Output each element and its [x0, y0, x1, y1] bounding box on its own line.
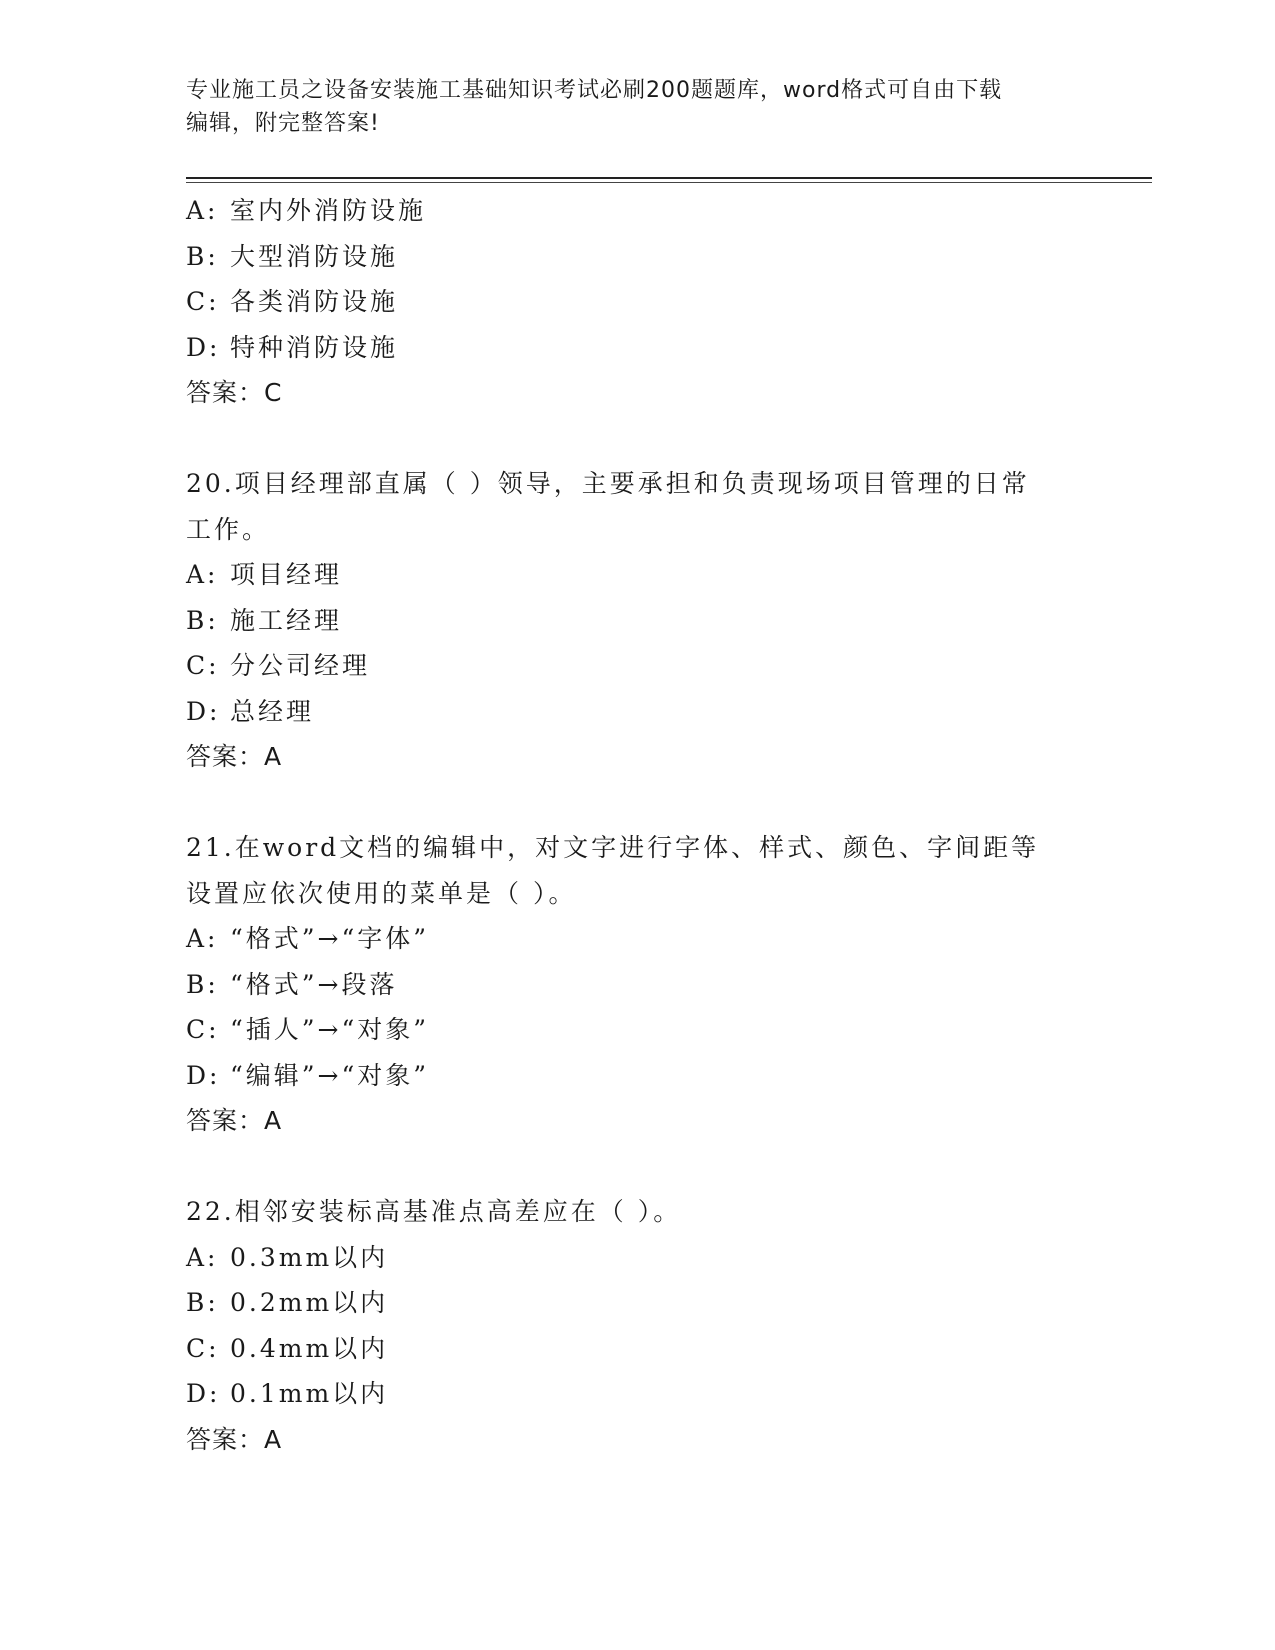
option-b: B: 施工经理 — [186, 605, 343, 635]
question-22-block — [186, 1189, 1086, 1462]
header-title-line-2: 编辑，附完整答案! — [186, 111, 380, 136]
question-stem: 20.项目经理部直属（ ）领导，主要承担和负责现场项目管理的日常 — [186, 469, 1030, 498]
option-c: C: 各类消防设施 — [186, 287, 399, 316]
answer-line: 答案：A — [186, 1106, 283, 1135]
option-a: A: 项目经理 — [186, 560, 343, 589]
question-stem: 21.在word文档的编辑中，对文字进行字体、样式、颜色、字间距等 — [186, 833, 1040, 862]
question-stem: 22.相邻安装标高基准点高差应在（ ）。 — [186, 1197, 682, 1226]
question-19-block — [186, 188, 1086, 416]
option-b: B: “格式”→段落 — [186, 969, 398, 999]
header-divider-thick — [186, 177, 1152, 179]
option-a: A: 0.3mm以内 — [186, 1242, 389, 1272]
question-21-block — [186, 825, 1086, 1144]
option-d: D: 总经理 — [186, 696, 315, 726]
answer-line: 答案：C — [186, 378, 283, 407]
option-c: C: “插人”→“对象” — [186, 1015, 430, 1044]
option-d: D: “编辑”→“对象” — [186, 1060, 430, 1090]
option-a: A: “格式”→“字体” — [186, 924, 430, 953]
document-header — [186, 74, 1086, 140]
option-b: B: 大型消防设施 — [186, 241, 399, 271]
question-stem-continued: 工作。 — [186, 514, 271, 544]
option-a: A: 室内外消防设施 — [186, 196, 427, 225]
answer-line: 答案：A — [186, 1424, 283, 1454]
option-b: B: 0.2mm以内 — [186, 1288, 389, 1317]
option-c: C: 分公司经理 — [186, 651, 371, 680]
option-d: D: 0.1mm以内 — [186, 1379, 389, 1408]
option-d: D: 特种消防设施 — [186, 332, 399, 362]
question-20-block — [186, 461, 1086, 780]
option-c: C: 0.4mm以内 — [186, 1333, 389, 1363]
answer-line: 答案：A — [186, 742, 283, 771]
question-stem-continued: 设置应依次使用的菜单是（ ）。 — [186, 878, 577, 908]
question-list — [186, 188, 1086, 1462]
header-divider-thin — [186, 182, 1152, 183]
header-title-line-1: 专业施工员之设备安装施工基础知识考试必刷200题题库，word格式可自由下载 — [186, 78, 1003, 103]
